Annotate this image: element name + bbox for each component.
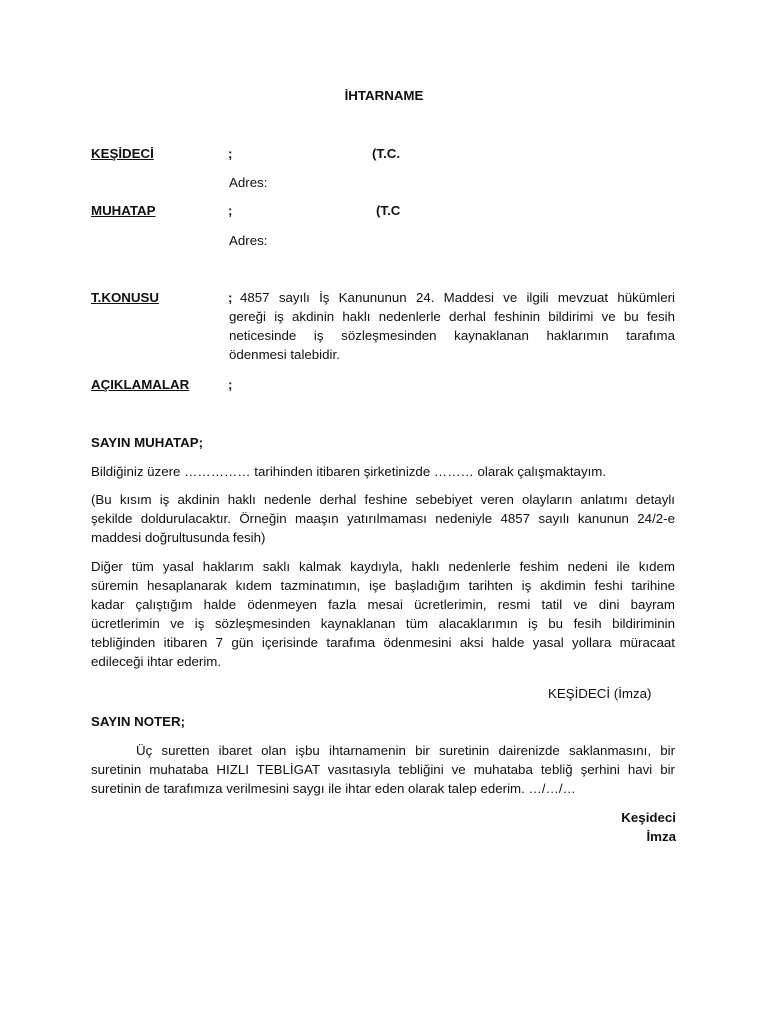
sayin-muhatap-para1: Bildiğiniz üzere …………… tarihinden itibaren şirketinizde ……… olarak çalışmaktayım.: [91, 464, 607, 479]
noter-line: Üç suretten ibaret olan işbu ihtarnamenin bir suretinin dairenizde saklanmasını, bir: [136, 743, 675, 758]
konusu-text-cont: [229, 307, 675, 364]
para3-line: ücretlerimin ve iş sözleşmesinden kaynaklanan tüm alacaklarımın iş bu fesih bildiriminin: [91, 616, 675, 631]
sayin-muhatap-heading: SAYIN MUHATAP;: [91, 435, 204, 450]
noter-line: suretinin muhataba HIZLI TEBLİGAT vasıtasıyla tebliğini ve muhataba tebliğ şerhini havi bir: [91, 762, 675, 777]
sayin-muhatap-para2: [91, 490, 675, 547]
para2-line: şekilde doldurulacaktır. Örneğin maaşın yatırılmaması nedeniyle 4857 sayılı kanunun 24/2-e: [91, 511, 675, 526]
aciklamalar-label: AÇIKLAMALAR: [91, 377, 190, 392]
kesideci-label-row: [91, 144, 233, 163]
kesideci-signature: KEŞİDECİ (İmza): [548, 686, 652, 701]
sayin-muhatap-para3: [91, 557, 675, 671]
sayin-noter-heading: SAYIN NOTER;: [91, 714, 186, 729]
konusu-line: neticesinde iş sözleşmesinden kaynaklanan haklarımın tarafıma: [229, 328, 675, 343]
para3-line: süremin hesaplanarak kıdem tazminatımın, işe başladığım tarihten iş akdimin feshi tarihine: [91, 578, 675, 593]
para2-line: maddesi doğrultusunda fesih): [91, 530, 266, 545]
muhatap-label-row: [91, 201, 233, 220]
para3-line: edileceği ihtar ederim.: [91, 654, 222, 669]
muhatap-tc: (T.C: [376, 203, 401, 218]
muhatap-address-label: Adres:: [229, 233, 268, 248]
para2-line: (Bu kısım iş akdinin haklı nedenle derhal feshine sebebiyet veren olayların anlatımı detaylı: [91, 492, 675, 507]
sayin-noter-para-first: [136, 741, 675, 760]
konusu-label: T.KONUSU: [91, 290, 159, 305]
noter-line: suretinin de tarafımıza verilmesini saygı ile ihtar eden olarak talep ederim. …/…/…: [91, 781, 576, 796]
muhatap-colon: ;: [228, 203, 233, 218]
konusu-line: 4857 sayılı İş Kanununun 24. Maddesi ve ilgili mevzuat hükümleri: [240, 290, 675, 305]
document-title: İHTARNAME: [344, 88, 424, 103]
para3-line: tebliğinden itibaren 7 gün içerisinde tarafıma ödenmesini aksi halde yasal yollara müracaat: [91, 635, 675, 650]
konusu-label-row: [91, 288, 233, 307]
muhatap-label: MUHATAP: [91, 203, 156, 218]
kesideci-address-label: Adres:: [229, 175, 268, 190]
kesideci-label: KEŞİDECİ: [91, 146, 154, 161]
para3-line: kadar çalıştığım halde ödenmeyen fazla mesai ücretlerimin, resmi tatil ve dini bayram: [91, 597, 675, 612]
sayin-noter-para-rest: [91, 760, 675, 798]
konusu-line: gereği iş akdinin haklı nedenlerle derhal feshinin bildirimi ve bu fesih: [229, 309, 675, 324]
konusu-colon: ;: [228, 290, 233, 305]
aciklamalar-label-row: [91, 375, 233, 394]
konusu-line: ödenmesi talebidir.: [229, 347, 340, 362]
kesideci-colon: ;: [228, 146, 233, 161]
closing-kesideci: Keşideci: [621, 810, 676, 825]
aciklamalar-colon: ;: [228, 377, 233, 392]
para3-line: Diğer tüm yasal haklarım saklı kalmak kaydıyla, haklı nedenlerle feshim nedeni ile kıdem: [91, 559, 675, 574]
konusu-text: [240, 288, 675, 307]
closing-imza: İmza: [646, 829, 676, 844]
kesideci-tc: (T.C.: [372, 146, 401, 161]
